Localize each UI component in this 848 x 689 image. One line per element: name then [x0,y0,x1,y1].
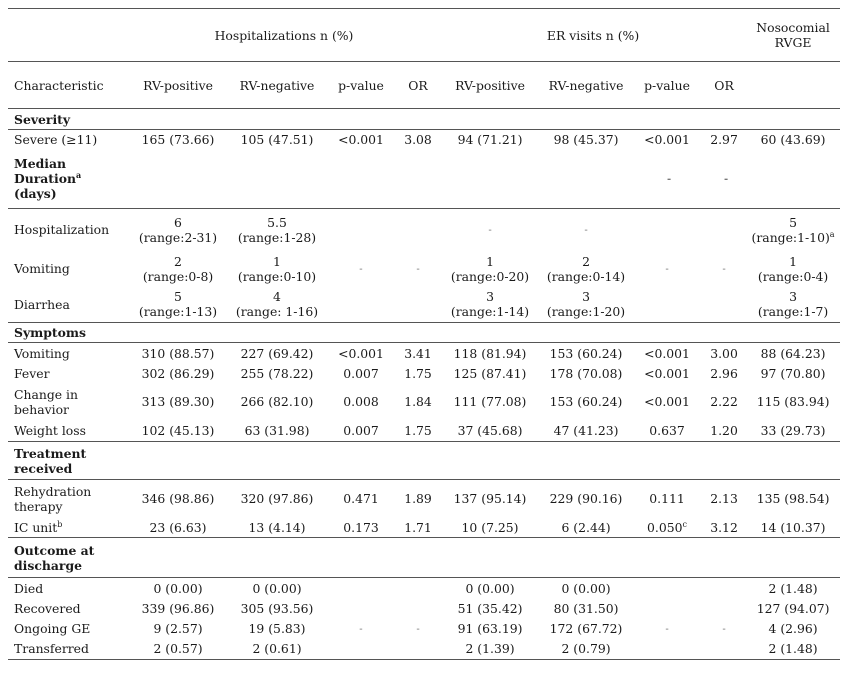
table-cell: 153 (60.24) [549,394,623,409]
col-er-or: OR [702,62,746,109]
table-cell: 9 (2.57) [153,621,203,636]
table-cell: 5 (range:1-10)$^a$ [751,214,835,245]
table-cell: 1.75 [396,420,440,442]
section-title: Severity [8,109,840,130]
section-severity [8,109,840,130]
table-row [8,599,840,619]
table-cell: 0 (0.00) [252,580,302,596]
table-cell: 0.173 [326,518,396,538]
table-cell: 4 (range: 1-16) [228,287,326,323]
table-cell: 2.22 [710,394,738,409]
table-row [8,578,840,599]
table-cell: 0.007 [343,366,379,381]
rotavirus-outcomes-table [8,8,840,660]
table-cell: 2.97 [710,132,738,148]
row-label: Transferred [8,639,128,660]
header-hospitalizations: Hospitalizations n (%) [128,9,440,62]
table-cell: 0.007 [326,420,396,442]
table-cell: 0 (0.00) [153,580,203,596]
row-label: Vomiting [14,261,70,276]
table-cell: <0.001 [338,132,384,148]
dash-mark: - [416,624,420,635]
table-cell: 2 (0.79) [540,639,632,660]
table-cell: 310 (88.57) [141,345,215,361]
col-hosp-rv-positive: RV-positive [128,62,228,109]
section-title: Outcome at discharge [8,538,228,578]
table-cell: 13 (4.14) [228,518,326,538]
row-label: Hospitalization [14,222,110,238]
table-cell: 3.12 [702,518,746,538]
table-cell: 51 (35.42) [457,601,523,616]
table-cell: 4 (2.96) [768,621,818,636]
section-title-unit: (days) [14,186,57,202]
table-cell: 3.08 [404,132,432,148]
table-cell: 14 (10.37) [746,518,840,538]
col-er-p-value: p-value [632,62,702,109]
header-er-visits: ER visits n (%) [440,9,746,62]
header-nosocomial: Nosocomial RVGE [746,9,840,62]
footnote-marker: a [829,229,835,239]
table-cell: 3 (range:1-20) [540,287,632,323]
row-label: Change in behavior [14,386,78,417]
table-row [8,287,840,323]
table-cell: 165 (73.66) [141,132,215,148]
section-title [8,150,128,209]
table-cell: 105 (47.51) [240,132,314,148]
dash-mark: - [584,225,588,237]
footnote-marker: a [76,170,82,181]
table-cell: 2 (1.48) [746,639,840,660]
table-row [8,343,840,364]
table-cell: 37 (45.68) [440,420,540,442]
section-median-duration [8,150,840,209]
row-label: Recovered [14,601,81,616]
table-cell: 94 (71.21) [457,132,523,148]
table-cell: 2.13 [710,491,738,507]
dash-mark: - [722,264,726,275]
table-cell: 2 (0.57) [128,639,228,660]
section-title-text: Median Duration [14,156,77,187]
row-label: Rehydration therapy [14,483,92,514]
row-label: Weight loss [8,420,128,442]
table-row [8,209,840,251]
table-cell: 229 (90.16) [549,491,623,507]
dash-mark: - [359,264,363,275]
row-label: Severe (≥11) [14,132,98,148]
table-cell: 302 (86.29) [141,366,215,381]
table-cell: 10 (7.25) [440,518,540,538]
table-cell: 0.050$^c$ [632,518,702,538]
table-cell: 5.5 (range:1-28) [237,214,317,245]
table-cell: 178 (70.08) [549,366,623,381]
table-cell: 266 (82.10) [240,394,314,409]
table-cell: 346 (98.86) [141,491,215,507]
table-cell: 1.89 [404,491,432,507]
table-cell: 305 (93.56) [240,601,314,616]
dash-mark: - [665,624,669,635]
table-cell: 1.20 [702,420,746,442]
section-title: Treatment received [8,442,228,480]
col-er-rv-positive: RV-positive [440,62,540,109]
dash-mark: - [416,264,420,275]
col-nosocomial-empty [746,62,840,109]
col-hosp-or: OR [396,62,440,109]
table-cell: 153 (60.24) [549,345,623,361]
table-row [8,364,840,384]
table-cell: 2 (0.61) [228,639,326,660]
header-empty-cell [8,9,128,62]
table-row [8,518,840,538]
table-cell: 0.008 [343,394,379,409]
dash-mark: - [488,225,492,237]
table-cell: 3 (range:1-7) [746,287,840,323]
table-row [8,420,840,442]
table-cell: 1.84 [404,394,432,409]
table-cell: 0.111 [649,491,685,507]
table-cell: 0 (0.00) [561,580,611,596]
dash-mark: - [666,174,672,186]
table-cell: 91 (63.19) [457,621,523,636]
table-cell: 1 (range:0-20) [450,253,530,284]
table-cell: <0.001 [644,345,690,361]
dash-mark: - [359,624,363,635]
table-cell: 6 (2.44) [540,518,632,538]
dash-mark: - [723,174,729,186]
row-label: Ongoing GE [14,621,91,636]
table-row [8,130,840,150]
table-cell: 23 (6.63) [128,518,228,538]
table-cell: 172 (67.72) [549,621,623,636]
table-cell: 1 (range:0-4) [757,253,829,284]
table-row [8,480,840,518]
table-cell: 2 (range:0-8) [142,253,214,284]
section-treatment [8,442,840,480]
table-cell: 118 (81.94) [453,345,527,361]
table-cell: 97 (70.80) [760,366,826,381]
dash-mark: - [665,264,669,275]
table-cell: 111 (77.08) [453,394,527,409]
table-cell: 127 (94.07) [756,601,830,616]
table-row [8,619,840,639]
table-cell: 0.637 [632,420,702,442]
table-cell: 0.471 [343,491,379,507]
table-cell: 6 (range:2-31) [138,214,218,245]
table-cell: 2 (range:0-14) [546,253,626,284]
table-cell: 227 (69.42) [240,345,314,361]
table-cell: 2 (1.48) [768,580,818,596]
table-cell: 320 (97.86) [240,491,314,507]
header-group-row [8,9,840,62]
table-cell: 102 (45.13) [128,420,228,442]
data-table-container [8,8,840,660]
row-label: Vomiting [14,345,70,361]
table-cell: 3.00 [710,345,738,361]
table-cell: 137 (95.14) [453,491,527,507]
dash-mark: - [722,624,726,635]
table-row [8,639,840,660]
row-label: Died [14,580,44,596]
row-label: IC unit$^b$ [8,518,128,538]
table-cell: 3.41 [404,345,432,361]
table-cell: <0.001 [338,345,384,361]
table-cell: <0.001 [644,132,690,148]
table-cell: 1.71 [396,518,440,538]
table-cell: 98 (45.37) [553,132,619,148]
row-label: Diarrhea [8,287,128,323]
table-cell: 2 (1.39) [440,639,540,660]
table-cell: 339 (96.86) [141,601,215,616]
table-cell: 19 (5.83) [248,621,306,636]
col-characteristic: Characteristic [8,62,128,109]
table-cell: <0.001 [644,366,690,381]
section-title: Symptoms [8,323,840,343]
table-cell: 5 (range:1-13) [128,287,228,323]
table-cell: 63 (31.98) [228,420,326,442]
table-cell: 115 (83.94) [756,394,830,409]
table-cell: 135 (98.54) [756,491,830,507]
table-row [8,384,840,420]
table-cell: 60 (43.69) [760,132,826,148]
col-er-rv-negative: RV-negative [540,62,632,109]
col-hosp-rv-negative: RV-negative [228,62,326,109]
table-cell: 47 (41.23) [540,420,632,442]
table-cell: 33 (29.73) [746,420,840,442]
section-outcome [8,538,840,578]
table-row [8,251,840,287]
table-cell: 3 (range:1-14) [440,287,540,323]
table-cell: 1 (range:0-10) [237,253,317,284]
table-cell: <0.001 [644,394,690,409]
table-cell: 88 (64.23) [760,345,826,361]
section-symptoms [8,323,840,343]
table-cell: 313 (89.30) [141,394,215,409]
footnote-marker: b [57,519,63,529]
row-label: Fever [14,366,50,381]
table-cell: 1.75 [404,366,432,381]
table-cell: 2.96 [710,366,738,381]
header-column-row [8,62,840,109]
table-cell: 0 (0.00) [465,580,515,596]
table-cell: 255 (78.22) [240,366,314,381]
table-cell: 80 (31.50) [553,601,619,616]
footnote-marker: c [682,519,687,529]
col-hosp-p-value: p-value [326,62,396,109]
table-cell: 125 (87.41) [453,366,527,381]
